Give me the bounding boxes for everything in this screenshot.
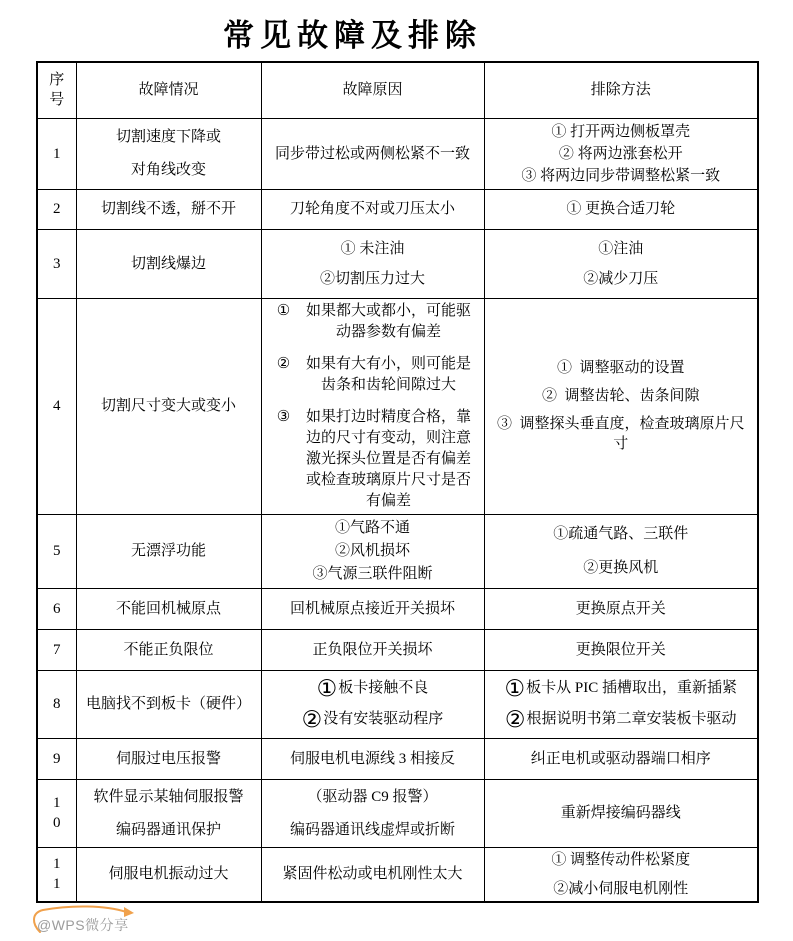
circled-number: ①	[316, 676, 338, 702]
cell-cause: 回机械原点接近开关损坏	[261, 588, 484, 629]
table-row-6	[37, 588, 758, 629]
fault-table	[36, 61, 759, 903]
table-row-4	[37, 298, 758, 514]
cell-fault: 伺服过电压报警	[76, 738, 261, 779]
cell-fault: 切割线不透，掰不开	[76, 189, 261, 229]
cell-fault: 不能正负限位	[76, 629, 261, 670]
cell-seq: 1	[37, 118, 76, 189]
cell-seq: 4	[37, 298, 76, 514]
cell-cause: ① 如果都大或都小，可能驱动器参数有偏差 ② 如果有大有小，则可能是齿条和齿轮间隙过大 ③ 如果打边时精度合格，靠边的尺寸有变动，则注意激光探头位置是否有偏差或检查玻璃原片尺寸是否有偏差	[261, 298, 484, 514]
cell-cause: （驱动器 C9 报警） 编码器通讯线虚焊或折断	[261, 779, 484, 847]
header-cell-fix: 排除方法	[484, 62, 758, 118]
cell-cause: 伺服电机电源线 3 相接反	[261, 738, 484, 779]
circled-number: ①	[276, 302, 291, 319]
watermark-text: @WPS微分享	[37, 917, 129, 933]
cell-fix: ①板卡从 PIC 插槽取出，重新插紧 ②根据说明书第二章安装板卡驱动	[484, 670, 758, 738]
cell-seq: 6	[37, 588, 76, 629]
circled-number: ②	[301, 707, 323, 733]
cell-fix: 重新焊接编码器线	[484, 779, 758, 847]
cell-seq: 5	[37, 514, 76, 588]
cell-fix: ① 更换合适刀轮	[484, 189, 758, 229]
cell-cause: 紧固件松动或电机刚性太大	[261, 847, 484, 902]
cell-fix: ①疏通气路、三联件 ②更换风机	[484, 514, 758, 588]
table-row-3	[37, 229, 758, 298]
cell-seq: 1 0	[37, 779, 76, 847]
cell-fault: 伺服电机振动过大	[76, 847, 261, 902]
cell-fault: 无漂浮功能	[76, 514, 261, 588]
cell-cause: ① 未注油 ②切割压力过大	[261, 229, 484, 298]
cell-cause: 刀轮角度不对或刀压太小	[261, 189, 484, 229]
cell-seq: 8	[37, 670, 76, 738]
cell-fault: 电脑找不到板卡（硬件）	[76, 670, 261, 738]
table-row-8	[37, 670, 758, 738]
cell-cause: ①气路不通 ②风机损坏 ③气源三联件阻断	[261, 514, 484, 588]
page-title: 常见故障及排除	[223, 18, 482, 53]
cell-fault: 切割尺寸变大或变小	[76, 298, 261, 514]
cell-fix: ① 打开两边侧板罩壳 ② 将两边涨套松开 ③ 将两边同步带调整松紧一致	[484, 118, 758, 189]
header-cell-seq: 序 号	[37, 62, 76, 118]
circled-number: ①	[504, 676, 526, 702]
table-row-11	[37, 847, 758, 902]
circled-number: ②	[504, 707, 526, 733]
cell-fix: 更换限位开关	[484, 629, 758, 670]
cell-cause: 正负限位开关损坏	[261, 629, 484, 670]
cell-seq: 3	[37, 229, 76, 298]
cell-fix: ①注油 ②减少刀压	[484, 229, 758, 298]
cell-seq: 2	[37, 189, 76, 229]
table-row-7	[37, 629, 758, 670]
table-header-row	[37, 62, 758, 118]
cell-fault: 不能回机械原点	[76, 588, 261, 629]
cell-fault: 切割线爆边	[76, 229, 261, 298]
cell-seq: 1 1	[37, 847, 76, 902]
cell-fault: 软件显示某轴伺服报警 编码器通讯保护	[76, 779, 261, 847]
cell-fault: 切割速度下降或 对角线改变	[76, 118, 261, 189]
footer-watermark	[28, 904, 158, 938]
table-row-2	[37, 189, 758, 229]
cell-fix: ① 调整驱动的设置 ② 调整齿轮、齿条间隙 ③ 调整探头垂直度，检查玻璃原片尺寸	[484, 298, 758, 514]
table-row-5	[37, 514, 758, 588]
cell-seq: 7	[37, 629, 76, 670]
table-row-1	[37, 118, 758, 189]
cell-fix: 纠正电机或驱动器端口相序	[484, 738, 758, 779]
table-row-10	[37, 779, 758, 847]
cell-seq: 9	[37, 738, 76, 779]
header-cell-cause: 故障原因	[261, 62, 484, 118]
circled-number: ③	[276, 408, 291, 425]
cell-cause: 同步带过松或两侧松紧不一致	[261, 118, 484, 189]
table-row-9	[37, 738, 758, 779]
cell-cause: ①板卡接触不良 ②没有安装驱动程序	[261, 670, 484, 738]
circled-number: ②	[276, 355, 291, 372]
cell-fix: ① 调整传动件松紧度 ②减小伺服电机刚性	[484, 847, 758, 902]
header-cell-fault: 故障情况	[76, 62, 261, 118]
cell-fix: 更换原点开关	[484, 588, 758, 629]
